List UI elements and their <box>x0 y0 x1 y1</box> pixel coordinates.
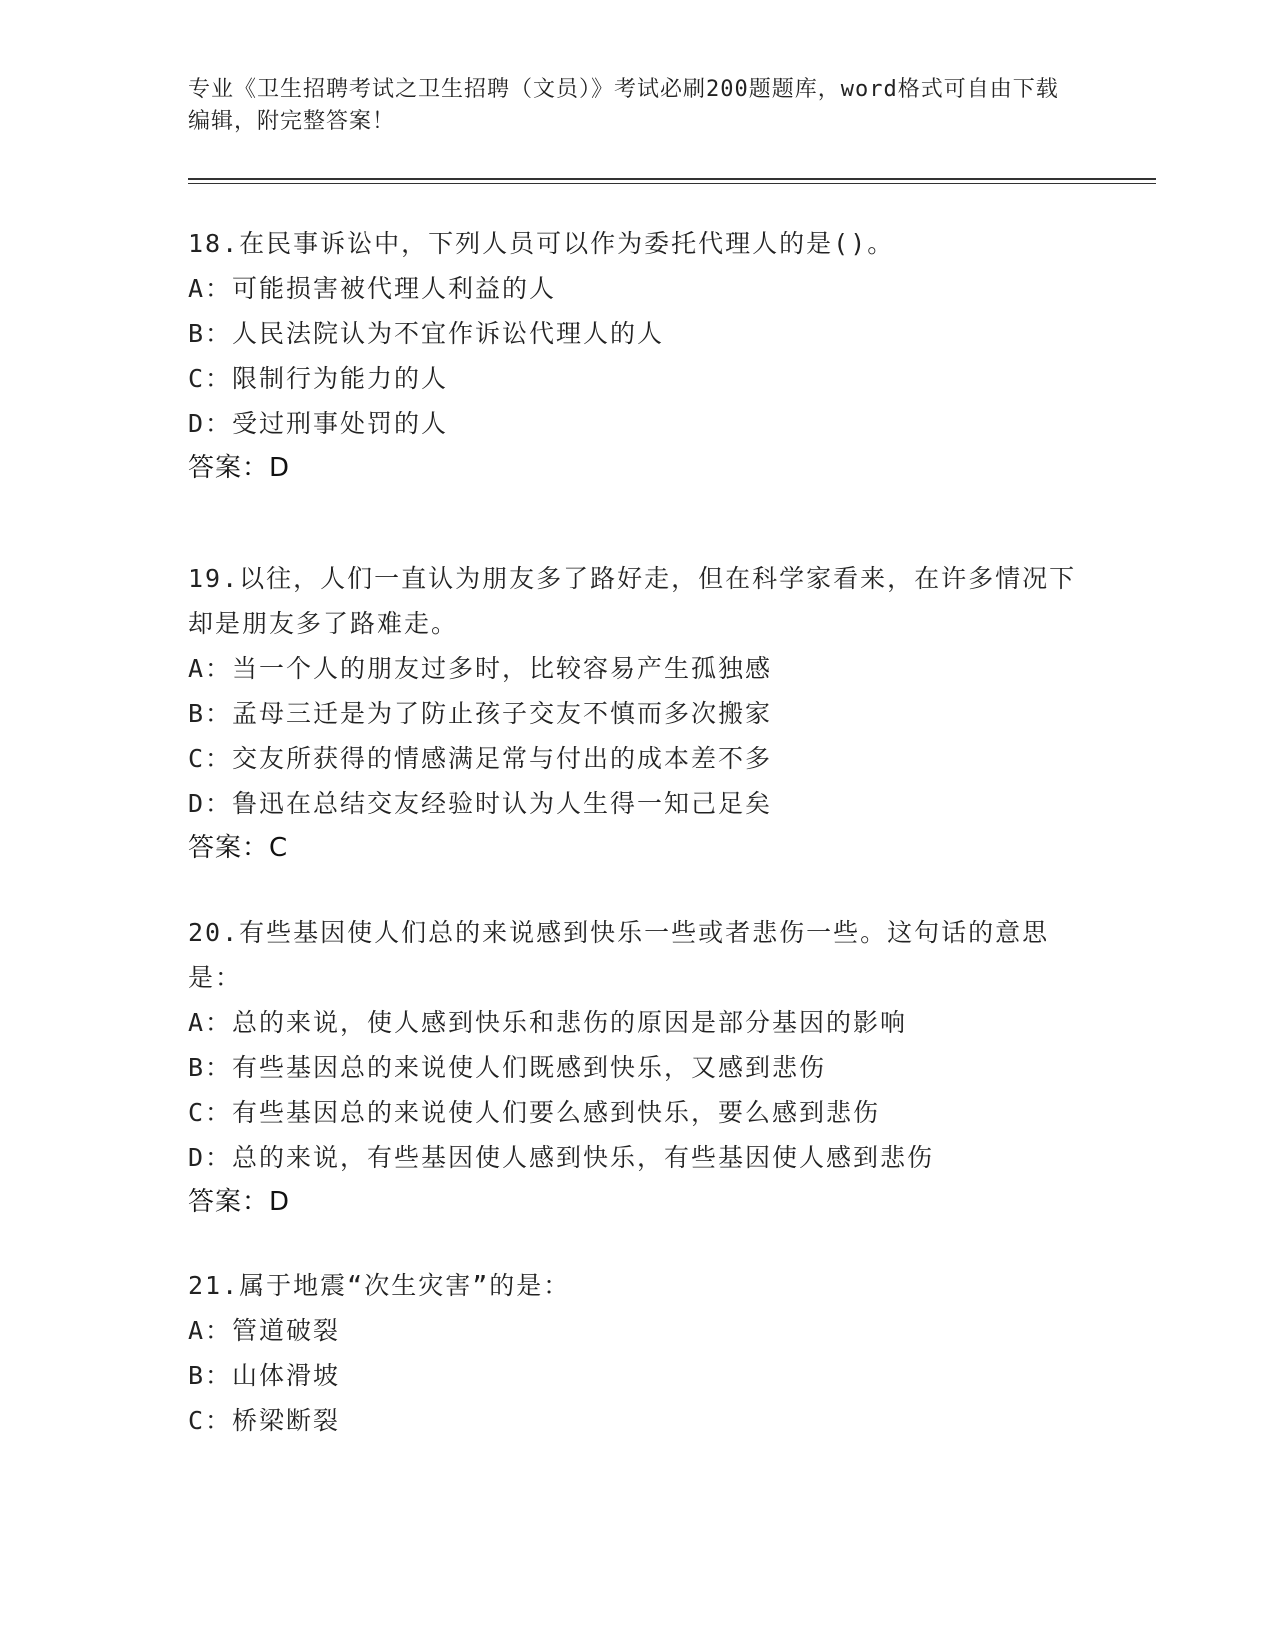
answer: 答案：C <box>188 833 289 863</box>
question-18 <box>188 221 1088 491</box>
option-d: D：受过刑事处罚的人 <box>188 409 449 438</box>
option-a: A：可能损害被代理人利益的人 <box>188 274 557 303</box>
option-b: B：人民法院认为不宜作诉讼代理人的人 <box>188 319 665 348</box>
option-b: B：有些基因总的来说使人们既感到快乐，又感到悲伤 <box>188 1053 827 1082</box>
option-d: D：鲁迅在总结交友经验时认为人生得一知己足矣 <box>188 789 773 818</box>
option-c: C：限制行为能力的人 <box>188 364 449 393</box>
option-a: A：当一个人的朋友过多时，比较容易产生孤独感 <box>188 654 773 683</box>
answer: 答案：D <box>188 1187 291 1217</box>
question-stem: 19.以往，人们一直认为朋友多了路好走，但在科学家看来，在许多情况下却是朋友多了路难走。 <box>188 564 1077 638</box>
option-c: C：交友所获得的情感满足常与付出的成本差不多 <box>188 744 773 773</box>
option-a: A：管道破裂 <box>188 1316 341 1345</box>
option-d: D：总的来说，有些基因使人感到快乐，有些基因使人感到悲伤 <box>188 1143 935 1172</box>
answer: 答案：D <box>188 453 291 483</box>
option-b: B：孟母三迁是为了防止孩子交友不慎而多次搬家 <box>188 699 773 728</box>
option-c: C：桥梁断裂 <box>188 1406 341 1435</box>
option-a: A：总的来说，使人感到快乐和悲伤的原因是部分基因的影响 <box>188 1008 908 1037</box>
header-divider-thick <box>188 178 1156 180</box>
option-b: B：山体滑坡 <box>188 1361 341 1390</box>
option-c: C：有些基因总的来说使人们要么感到快乐，要么感到悲伤 <box>188 1098 881 1127</box>
question-21 <box>188 1263 1088 1443</box>
question-20 <box>188 910 1088 1225</box>
question-stem: 18.在民事诉讼中，下列人员可以作为委托代理人的是()。 <box>188 229 895 258</box>
question-stem: 20.有些基因使人们总的来说感到快乐一些或者悲伤一些。这句话的意思是： <box>188 918 1050 992</box>
header-divider-thin <box>188 183 1156 184</box>
question-stem: 21.属于地震“次生灾害”的是： <box>188 1271 571 1300</box>
document-header: 专业《卫生招聘考试之卫生招聘（文员）》考试必刷200题题库，word格式可自由下载编辑，附完整答案！ <box>188 77 1059 134</box>
question-19 <box>188 556 1088 871</box>
